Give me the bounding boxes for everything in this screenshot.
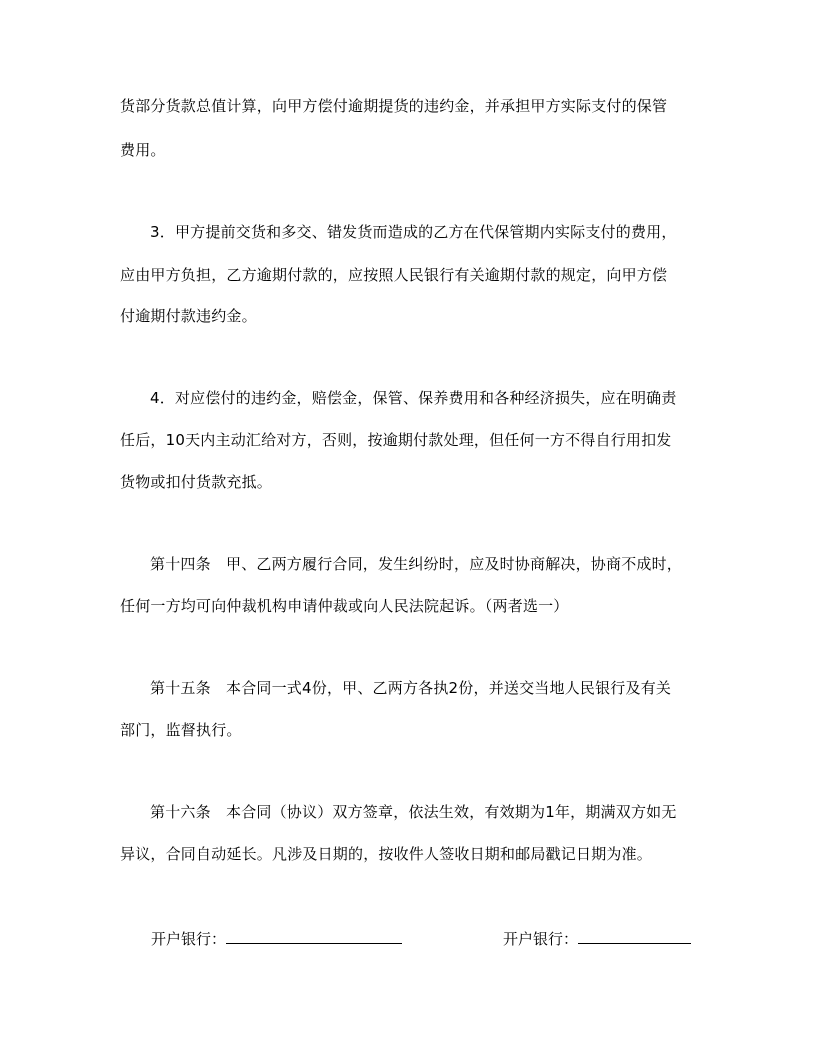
paragraph-line: 费用。 (120, 141, 166, 159)
bank-field-party-b (503, 926, 691, 949)
article-16-line: 第十六条 本合同（协议）双方签章，依法生效，有效期为1年，期满双方如无 (150, 803, 677, 821)
clause-4-line: 任后，10天内主动汇给对方，否则，按逾期付款处理，但任何一方不得自行用扣发 (120, 431, 672, 449)
paragraph-line: 货部分货款总值计算，向甲方偿付逾期提货的违约金，并承担甲方实际支付的保管 (120, 97, 668, 115)
bank-field-party-a (151, 926, 402, 949)
bank-blank-line (226, 926, 402, 944)
clause-3-line: 应由甲方负担，乙方逾期付款的，应按照人民银行有关逾期付款的规定，向甲方偿 (120, 266, 668, 284)
bank-blank-line (578, 926, 691, 944)
clause-4-line: 4．对应偿付的违约金，赔偿金，保管、保养费用和各种经济损失，应在明确责 (150, 389, 677, 407)
article-15-line: 第十五条 本合同一式4份，甲、乙两方各执2份，并送交当地人民银行及有关 (150, 679, 672, 697)
clause-3-line: 付逾期付款违约金。 (120, 307, 257, 325)
article-15-line: 部门，监督执行。 (120, 721, 242, 739)
clause-4-line: 货物或扣付货款充抵。 (120, 473, 273, 491)
bank-label: 开户银行： (503, 930, 579, 948)
clause-3-line: 3．甲方提前交货和多交、错发货而造成的乙方在代保管期内实际支付的费用， (150, 223, 677, 241)
article-14-line: 第十四条 甲、乙两方履行合同，发生纠纷时，应及时协商解决，协商不成时， (150, 555, 683, 573)
bank-label: 开户银行： (151, 930, 227, 948)
article-14-line: 任何一方均可向仲裁机构申请仲裁或向人民法院起诉。（两者选一） (120, 597, 569, 615)
article-16-line: 异议，合同自动延长。凡涉及日期的，按收件人签收日期和邮局戳记日期为准。 (120, 845, 653, 863)
